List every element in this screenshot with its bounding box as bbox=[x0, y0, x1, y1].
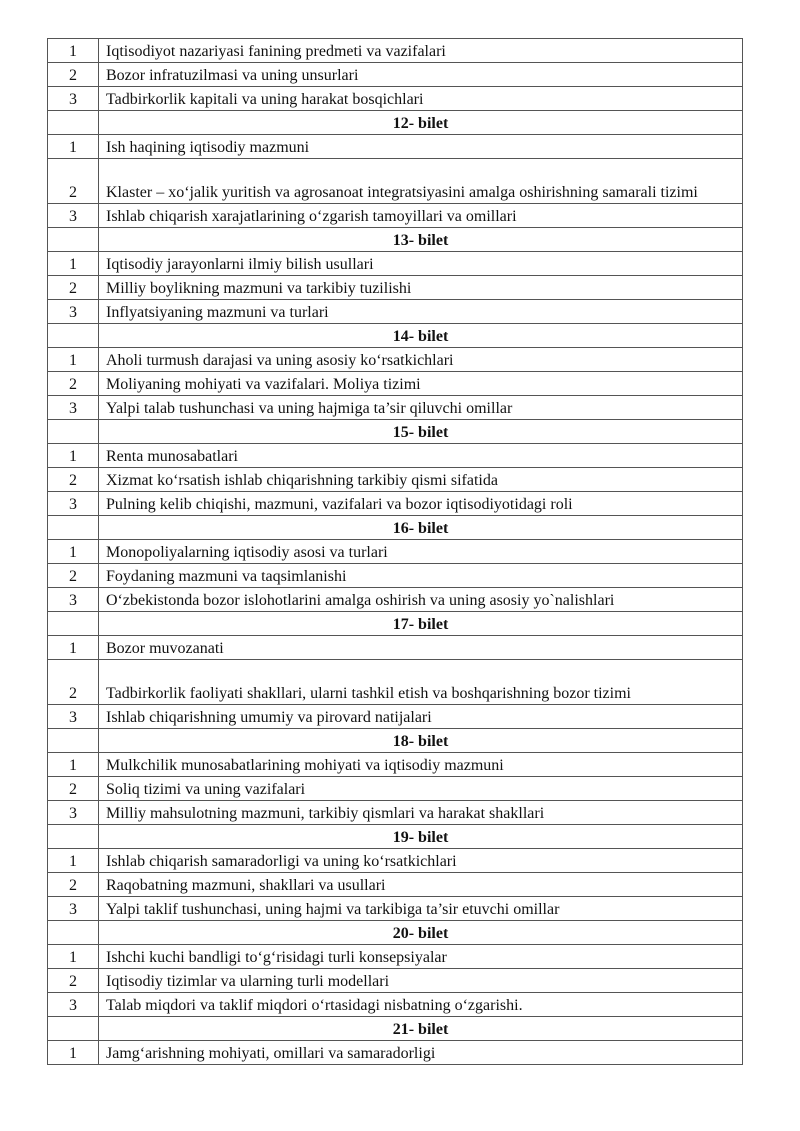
question-row bbox=[48, 705, 743, 729]
question-number: 3 bbox=[48, 492, 99, 516]
empty-number-cell bbox=[48, 516, 99, 540]
question-text: Ishchi kuchi bandligi to‘g‘risidagi turli konsepsiyalar bbox=[99, 945, 743, 969]
bilet-header-row bbox=[48, 921, 743, 945]
question-text: Soliq tizimi va uning vazifalari bbox=[99, 777, 743, 801]
question-row bbox=[48, 660, 743, 705]
bilet-title: 14- bilet bbox=[99, 324, 743, 348]
question-row bbox=[48, 87, 743, 111]
question-number: 1 bbox=[48, 849, 99, 873]
bilet-header-row bbox=[48, 1017, 743, 1041]
question-row bbox=[48, 252, 743, 276]
question-row bbox=[48, 63, 743, 87]
ticket-table bbox=[47, 38, 743, 1065]
question-text: Inflyatsiyaning mazmuni va turlari bbox=[99, 300, 743, 324]
bilet-title: 19- bilet bbox=[99, 825, 743, 849]
bilet-title: 13- bilet bbox=[99, 228, 743, 252]
question-number: 2 bbox=[48, 873, 99, 897]
question-row bbox=[48, 135, 743, 159]
empty-number-cell bbox=[48, 324, 99, 348]
question-row bbox=[48, 372, 743, 396]
question-number: 2 bbox=[48, 660, 99, 705]
question-row bbox=[48, 588, 743, 612]
question-text: O‘zbekistonda bozor islohotlarini amalga oshirish va uning asosiy yo`nalishlari bbox=[99, 588, 743, 612]
question-row bbox=[48, 753, 743, 777]
question-number: 1 bbox=[48, 444, 99, 468]
document-page bbox=[47, 38, 743, 1065]
question-number: 3 bbox=[48, 801, 99, 825]
question-text: Aholi turmush darajasi va uning asosiy ko‘rsatkichlari bbox=[99, 348, 743, 372]
bilet-header-row bbox=[48, 228, 743, 252]
bilet-title: 12- bilet bbox=[99, 111, 743, 135]
question-number: 2 bbox=[48, 159, 99, 204]
bilet-header-row bbox=[48, 324, 743, 348]
question-number: 1 bbox=[48, 753, 99, 777]
question-number: 2 bbox=[48, 777, 99, 801]
question-number: 1 bbox=[48, 348, 99, 372]
question-text: Yalpi talab tushunchasi va uning hajmiga ta’sir qiluvchi omillar bbox=[99, 396, 743, 420]
question-text: Yalpi taklif tushunchasi, uning hajmi va tarkibiga ta’sir etuvchi omillar bbox=[99, 897, 743, 921]
question-number: 3 bbox=[48, 993, 99, 1017]
question-number: 3 bbox=[48, 588, 99, 612]
ticket-table-body bbox=[48, 39, 743, 1065]
question-text: Ish haqining iqtisodiy mazmuni bbox=[99, 135, 743, 159]
question-text: Tadbirkorlik faoliyati shakllari, ularni tashkil etish va boshqarishning bozor tizimi bbox=[99, 660, 743, 705]
question-number: 2 bbox=[48, 468, 99, 492]
empty-number-cell bbox=[48, 612, 99, 636]
question-row bbox=[48, 396, 743, 420]
question-row bbox=[48, 444, 743, 468]
bilet-header-row bbox=[48, 612, 743, 636]
question-text: Foydaning mazmuni va taqsimlanishi bbox=[99, 564, 743, 588]
empty-number-cell bbox=[48, 825, 99, 849]
question-number: 3 bbox=[48, 705, 99, 729]
question-row bbox=[48, 468, 743, 492]
question-text: Xizmat ko‘rsatish ishlab chiqarishning tarkibiy qismi sifatida bbox=[99, 468, 743, 492]
question-row bbox=[48, 849, 743, 873]
question-number: 3 bbox=[48, 204, 99, 228]
question-row bbox=[48, 540, 743, 564]
bilet-header-row bbox=[48, 420, 743, 444]
question-text: Talab miqdori va taklif miqdori o‘rtasidagi nisbatning o‘zgarishi. bbox=[99, 993, 743, 1017]
question-text: Ishlab chiqarish xarajatlarining o‘zgarish tamoyillari va omillari bbox=[99, 204, 743, 228]
empty-number-cell bbox=[48, 228, 99, 252]
empty-number-cell bbox=[48, 729, 99, 753]
question-row bbox=[48, 564, 743, 588]
question-row bbox=[48, 300, 743, 324]
question-row bbox=[48, 777, 743, 801]
question-number: 1 bbox=[48, 252, 99, 276]
question-number: 3 bbox=[48, 300, 99, 324]
question-text: Bozor muvozanati bbox=[99, 636, 743, 660]
question-text: Monopoliyalarning iqtisodiy asosi va turlari bbox=[99, 540, 743, 564]
question-text: Iqtisodiyot nazariyasi fanining predmeti va vazifalari bbox=[99, 39, 743, 63]
question-row bbox=[48, 348, 743, 372]
bilet-header-row bbox=[48, 825, 743, 849]
question-number: 3 bbox=[48, 897, 99, 921]
question-number: 1 bbox=[48, 1041, 99, 1065]
question-row bbox=[48, 204, 743, 228]
empty-number-cell bbox=[48, 111, 99, 135]
question-text: Bozor infratuzilmasi va uning unsurlari bbox=[99, 63, 743, 87]
question-row bbox=[48, 276, 743, 300]
question-text: Iqtisodiy tizimlar va ularning turli modellari bbox=[99, 969, 743, 993]
bilet-header-row bbox=[48, 111, 743, 135]
bilet-title: 15- bilet bbox=[99, 420, 743, 444]
question-text: Raqobatning mazmuni, shakllari va usullari bbox=[99, 873, 743, 897]
question-number: 3 bbox=[48, 87, 99, 111]
bilet-title: 18- bilet bbox=[99, 729, 743, 753]
question-text: Ishlab chiqarishning umumiy va pirovard natijalari bbox=[99, 705, 743, 729]
question-text: Milliy boylikning mazmuni va tarkibiy tuzilishi bbox=[99, 276, 743, 300]
question-row bbox=[48, 492, 743, 516]
bilet-title: 17- bilet bbox=[99, 612, 743, 636]
question-text: Renta munosabatlari bbox=[99, 444, 743, 468]
question-row bbox=[48, 1041, 743, 1065]
question-number: 1 bbox=[48, 636, 99, 660]
question-row bbox=[48, 969, 743, 993]
question-text: Klaster – xo‘jalik yuritish va agrosanoat integratsiyasini amalga oshirishning samarali tizimi bbox=[99, 159, 743, 204]
question-text: Mulkchilik munosabatlarining mohiyati va iqtisodiy mazmuni bbox=[99, 753, 743, 777]
question-number: 2 bbox=[48, 564, 99, 588]
question-row bbox=[48, 945, 743, 969]
question-text: Iqtisodiy jarayonlarni ilmiy bilish usullari bbox=[99, 252, 743, 276]
question-number: 2 bbox=[48, 276, 99, 300]
question-row bbox=[48, 636, 743, 660]
question-text: Jamg‘arishning mohiyati, omillari va samaradorligi bbox=[99, 1041, 743, 1065]
question-number: 1 bbox=[48, 39, 99, 63]
bilet-title: 16- bilet bbox=[99, 516, 743, 540]
question-number: 2 bbox=[48, 372, 99, 396]
question-number: 2 bbox=[48, 969, 99, 993]
question-number: 2 bbox=[48, 63, 99, 87]
question-row bbox=[48, 873, 743, 897]
question-number: 1 bbox=[48, 135, 99, 159]
empty-number-cell bbox=[48, 921, 99, 945]
bilet-header-row bbox=[48, 729, 743, 753]
bilet-header-row bbox=[48, 516, 743, 540]
empty-number-cell bbox=[48, 420, 99, 444]
empty-number-cell bbox=[48, 1017, 99, 1041]
question-text: Pulning kelib chiqishi, mazmuni, vazifalari va bozor iqtisodiyotidagi roli bbox=[99, 492, 743, 516]
bilet-title: 20- bilet bbox=[99, 921, 743, 945]
question-text: Moliyaning mohiyati va vazifalari. Moliya tizimi bbox=[99, 372, 743, 396]
question-text: Tadbirkorlik kapitali va uning harakat bosqichlari bbox=[99, 87, 743, 111]
question-row bbox=[48, 801, 743, 825]
question-row bbox=[48, 159, 743, 204]
bilet-title: 21- bilet bbox=[99, 1017, 743, 1041]
question-text: Ishlab chiqarish samaradorligi va uning ko‘rsatkichlari bbox=[99, 849, 743, 873]
question-number: 1 bbox=[48, 540, 99, 564]
question-number: 3 bbox=[48, 396, 99, 420]
question-row bbox=[48, 897, 743, 921]
question-number: 1 bbox=[48, 945, 99, 969]
question-row bbox=[48, 993, 743, 1017]
question-text: Milliy mahsulotning mazmuni, tarkibiy qismlari va harakat shakllari bbox=[99, 801, 743, 825]
question-row bbox=[48, 39, 743, 63]
